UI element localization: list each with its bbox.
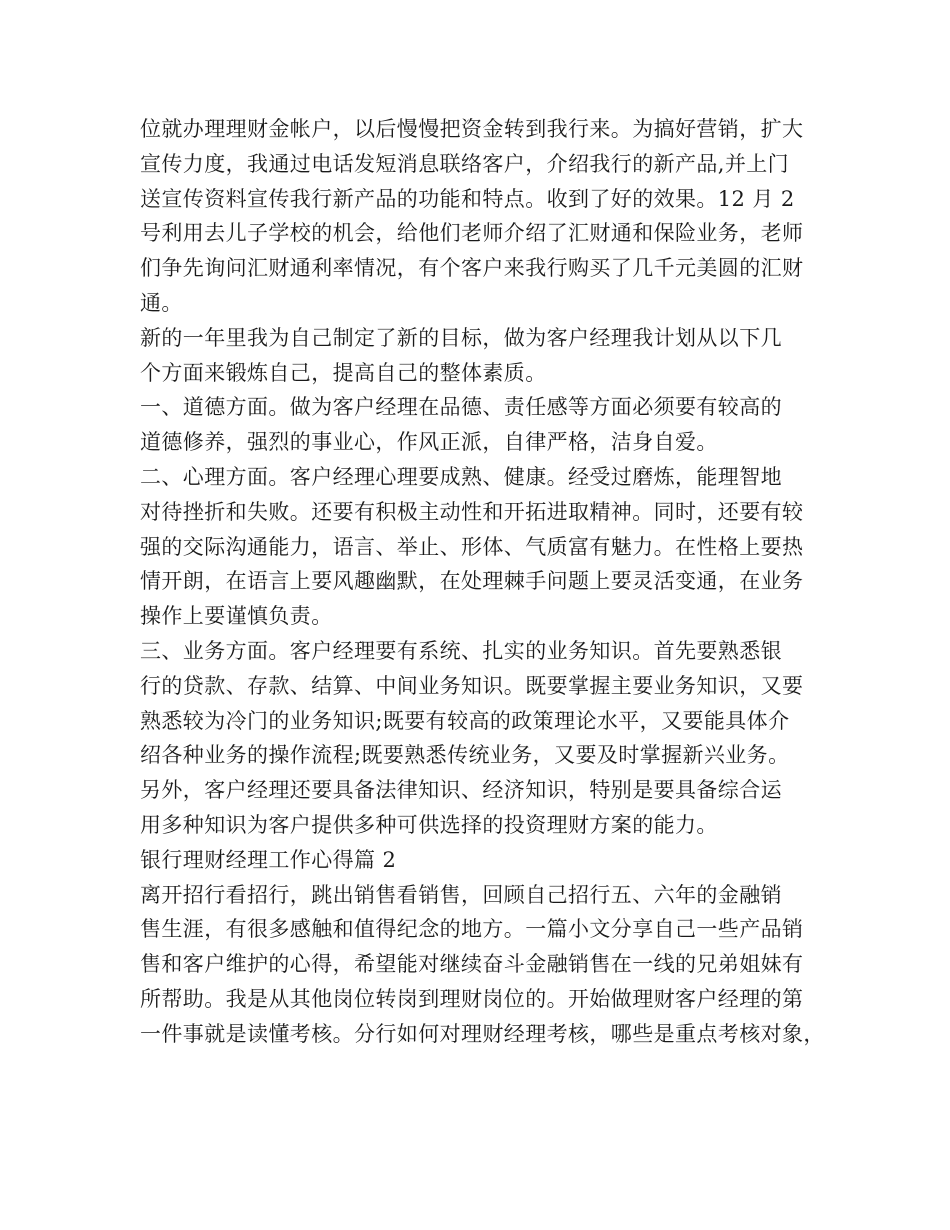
section-heading: 银行理财经理工作心得篇 2 (140, 847, 397, 872)
text-line: 们争先询问汇财通利率情况，有个客户来我行购买了几千元美圆的汇财 (140, 256, 804, 281)
text-line: 二、心理方面。客户经理心理要成熟、健康。经受过磨炼，能理智地 (140, 464, 782, 489)
text-line: 送宣传资料宣传我行新产品的功能和特点。收到了好的效果。12 月 2 (140, 186, 795, 211)
document-body (140, 112, 830, 1052)
text-line: 另外，客户经理还要具备法律知识、经济知识，特别是要具备综合运 (140, 778, 782, 803)
text-line: 宣传力度，我通过电话发短消息联络客户，介绍我行的新产品,并上门 (140, 151, 790, 176)
text-line: 用多种知识为客户提供多种可供选择的投资理财方案的能力。 (140, 812, 718, 837)
text-line: 熟悉较为冷门的业务知识;既要有较高的政策理论水平，又要能具体介 (140, 708, 790, 733)
text-line: 位就办理理财金帐户，以后慢慢把资金转到我行来。为搞好营销，扩大 (140, 117, 804, 141)
text-line: 一件事就是读懂考核。分行如何对理财经理考核，哪些是重点考核对象， (140, 1021, 825, 1046)
text-line: 售和客户维护的心得，希望能对继续奋斗金融销售在一线的兄弟姐妹有 (140, 952, 804, 977)
text-line: 三、业务方面。客户经理要有系统、扎实的业务知识。首先要熟悉银 (140, 638, 782, 663)
text-line: 一、道德方面。做为客户经理在品德、责任感等方面必须要有较高的 (140, 395, 782, 420)
text-line: 强的交际沟通能力，语言、举止、形体、气质富有魅力。在性格上要热 (140, 534, 804, 559)
text-line: 个方面来锻炼自己，提高自己的整体素质。 (140, 360, 547, 385)
text-line: 所帮助。我是从其他岗位转岗到理财岗位的。开始做理财客户经理的第 (140, 986, 804, 1011)
text-line: 行的贷款、存款、结算、中间业务知识。既要掌握主要业务知识，又要 (140, 673, 804, 698)
text-line: 离开招行看招行，跳出销售看销售，回顾自己招行五、六年的金融销 (140, 882, 782, 907)
text-line: 绍各种业务的操作流程;既要熟悉传统业务，又要及时掌握新兴业务。 (140, 743, 790, 768)
text-line: 号利用去儿子学校的机会，给他们老师介绍了汇财通和保险业务，老师 (140, 221, 804, 246)
text-line: 情开朗，在语言上要风趣幽默，在处理棘手问题上要灵活变通，在业务 (140, 569, 804, 594)
text-line: 道德修养，强烈的事业心，作风正派，自律严格，洁身自爱。 (140, 430, 718, 455)
text-line: 新的一年里我为自己制定了新的目标，做为客户经理我计划从以下几 (140, 325, 782, 350)
text-line: 售生涯，有很多感触和值得纪念的地方。一篇小文分享自己一些产品销 (140, 917, 804, 942)
text-line: 对待挫折和失败。还要有积极主动性和开拓进取精神。同时，还要有较 (140, 499, 804, 524)
text-line: 操作上要谨慎负责。 (140, 604, 333, 629)
text-line: 通。 (140, 290, 183, 315)
